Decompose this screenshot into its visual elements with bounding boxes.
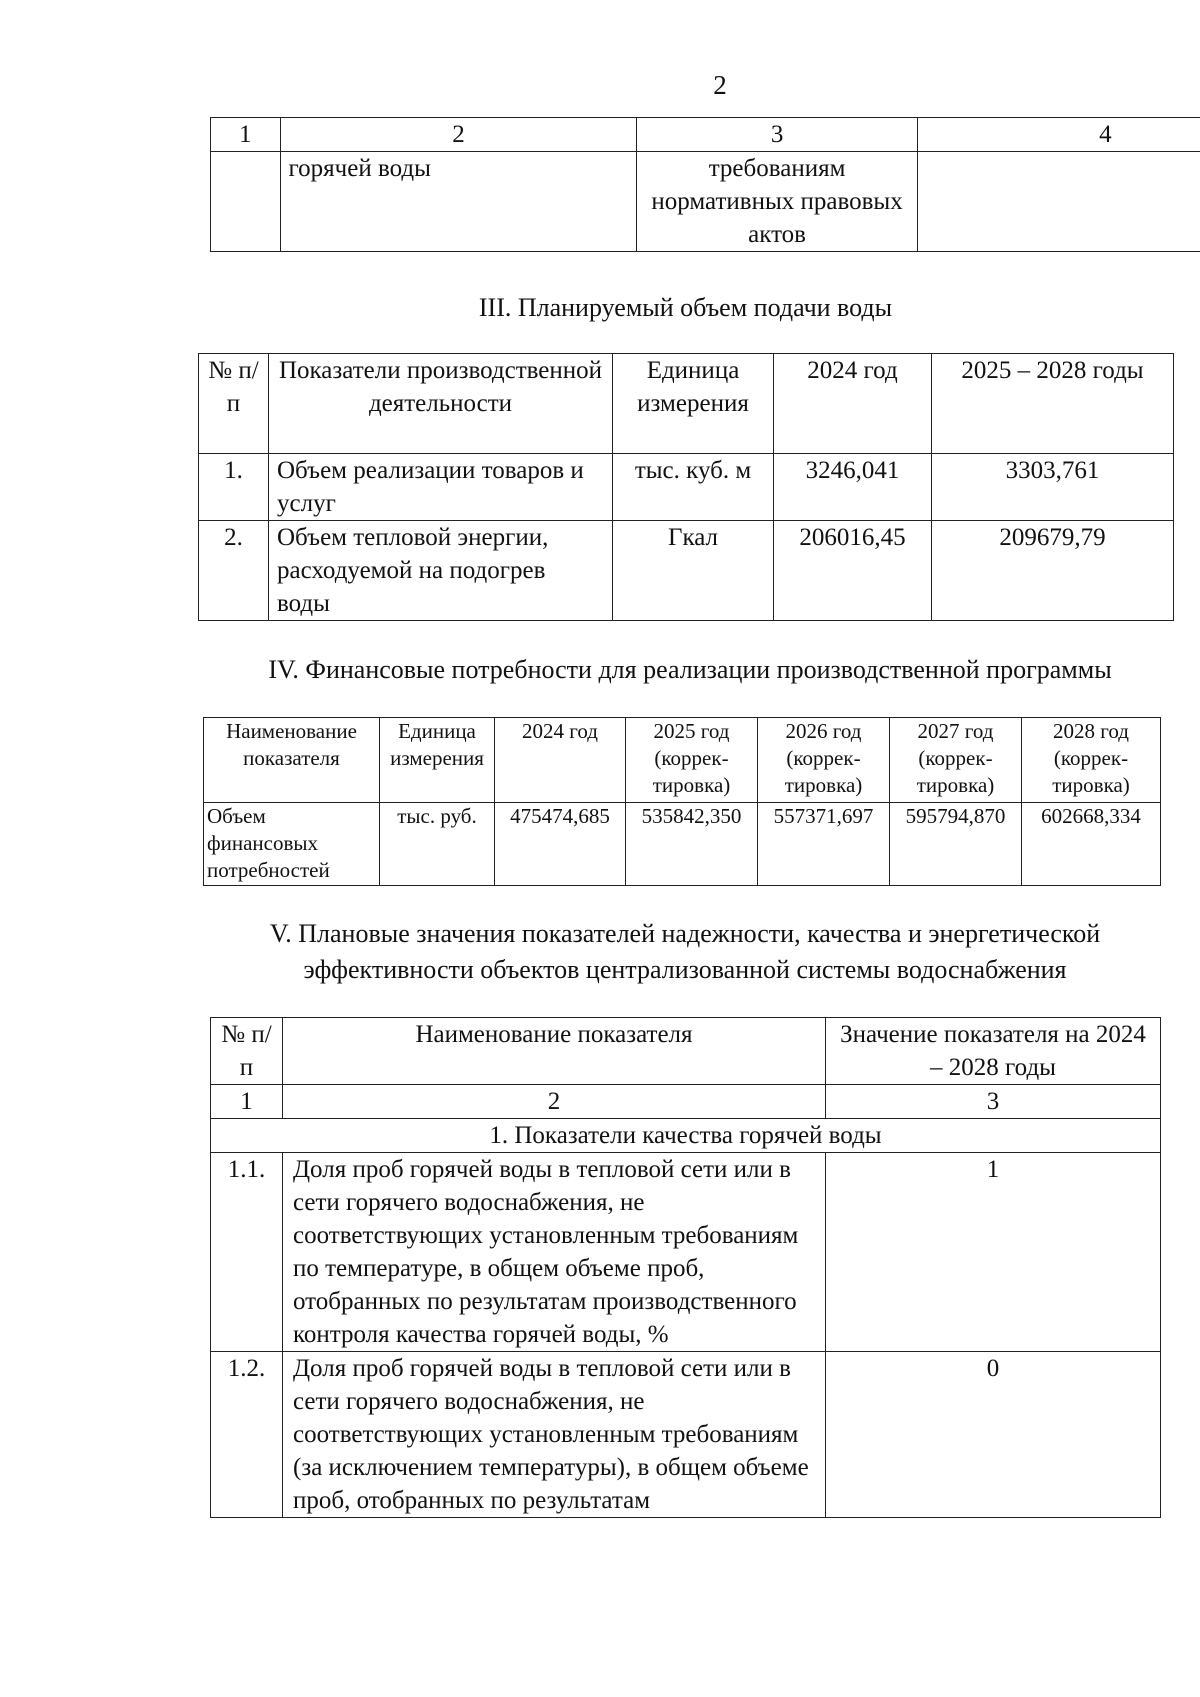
col-header: 1 xyxy=(211,118,281,152)
col-header: 2025 год (коррек-тировка) xyxy=(626,718,758,803)
table-row xyxy=(199,521,1174,621)
section-5-title-line2: эффективности объектов централизованной системы водоснабжения xyxy=(303,955,1067,984)
table-row xyxy=(199,454,1174,521)
col-header: 2024 год xyxy=(774,354,932,454)
row-number: 2. xyxy=(199,521,269,621)
value-2028: 602668,334 xyxy=(1022,803,1161,886)
col-header: 2 xyxy=(280,118,637,152)
section-3-title: III. Планируемый объем подачи воды xyxy=(478,293,893,322)
value-2027: 595794,870 xyxy=(890,803,1022,886)
unit: тыс. руб. xyxy=(380,803,495,886)
col-header: 2027 год (коррек-тировка) xyxy=(890,718,1022,803)
table-header-row xyxy=(211,118,1200,152)
col-header: 2024 год xyxy=(495,718,626,803)
table-row xyxy=(204,803,1161,886)
value-2024: 206016,45 xyxy=(774,521,932,621)
value-2025-2028: 3303,761 xyxy=(932,454,1174,521)
indicator-value: 1 xyxy=(826,1153,1161,1352)
col-header: 2026 год (коррек-тировка) xyxy=(758,718,890,803)
table-cell xyxy=(917,152,1200,252)
col-header: Значение показателя на 2024 – 2028 годы xyxy=(826,1018,1161,1085)
indicator-value: 0 xyxy=(826,1352,1161,1518)
indicator-name: Доля проб горячей воды в тепловой сети или в сети горячего водоснабжения, не соответствующих установленным требованиям по температуре, в общем объеме проб, отобранных по результатам производственного контроля качества горячей воды, % xyxy=(283,1153,826,1352)
col-header: № п/п xyxy=(211,1018,283,1085)
table-header-row xyxy=(211,1018,1161,1085)
column-number-row xyxy=(211,1085,1161,1119)
value-2024: 3246,041 xyxy=(774,454,932,521)
table-row xyxy=(211,1153,1161,1352)
table-header-row xyxy=(204,718,1161,803)
table-header-row xyxy=(199,354,1174,454)
value-2024: 475474,685 xyxy=(495,803,626,886)
row-number: 1.1. xyxy=(211,1153,283,1352)
col-header: 4 xyxy=(917,118,1200,152)
unit: Гкал xyxy=(613,521,774,621)
table-row xyxy=(211,152,1200,252)
col-header: Наименование показателя xyxy=(283,1018,826,1085)
value-2025-2028: 209679,79 xyxy=(932,521,1174,621)
row-number: 1. xyxy=(199,454,269,521)
col-number: 2 xyxy=(283,1085,826,1119)
indicator-name: Объем тепловой энергии, расходуемой на подогрев воды xyxy=(269,521,613,621)
value-2025: 535842,350 xyxy=(626,803,758,886)
col-header: Наименование показателя xyxy=(204,718,380,803)
col-header: Единица измерения xyxy=(380,718,495,803)
unit: тыс. куб. м xyxy=(613,454,774,521)
section-5-title-line1: V. Плановые значения показателей надежности, качества и энергетической xyxy=(269,919,1101,948)
table-cell: требованиям нормативных правовых актов xyxy=(637,152,917,252)
col-number: 3 xyxy=(826,1085,1161,1119)
water-supply-table xyxy=(198,353,1174,621)
group-row xyxy=(211,1119,1161,1153)
group-heading: 1. Показатели качества горячей воды xyxy=(211,1119,1161,1153)
col-header: Единица измерения xyxy=(613,354,774,454)
col-number: 1 xyxy=(211,1085,283,1119)
row-number: 1.2. xyxy=(211,1352,283,1518)
section-4-title: IV. Финансовые потребности для реализации производственной программы xyxy=(268,655,1112,684)
value-2026: 557371,697 xyxy=(758,803,890,886)
page-number: 2 xyxy=(713,70,727,100)
table-row xyxy=(211,1352,1161,1518)
col-header: 2028 год (коррек-тировка) xyxy=(1022,718,1161,803)
table-cell xyxy=(211,152,281,252)
col-header: Показатели производственной деятельности xyxy=(269,354,613,454)
indicator-name: Доля проб горячей воды в тепловой сети или в сети горячего водоснабжения, не соответствующих установленным требованиям (за исключением температуры), в общем объеме проб, отобранных по результатам xyxy=(283,1352,826,1518)
col-header: 2025 – 2028 годы xyxy=(932,354,1174,454)
col-header: 3 xyxy=(637,118,917,152)
continuation-table xyxy=(210,117,1200,252)
indicator-name: Объем реализации товаров и услуг xyxy=(269,454,613,521)
indicators-table xyxy=(210,1017,1161,1518)
col-header: № п/п xyxy=(199,354,269,454)
indicator-name: Объем финансовых потребностей xyxy=(204,803,380,886)
financial-needs-table xyxy=(203,717,1161,886)
table-cell: горячей воды xyxy=(280,152,637,252)
